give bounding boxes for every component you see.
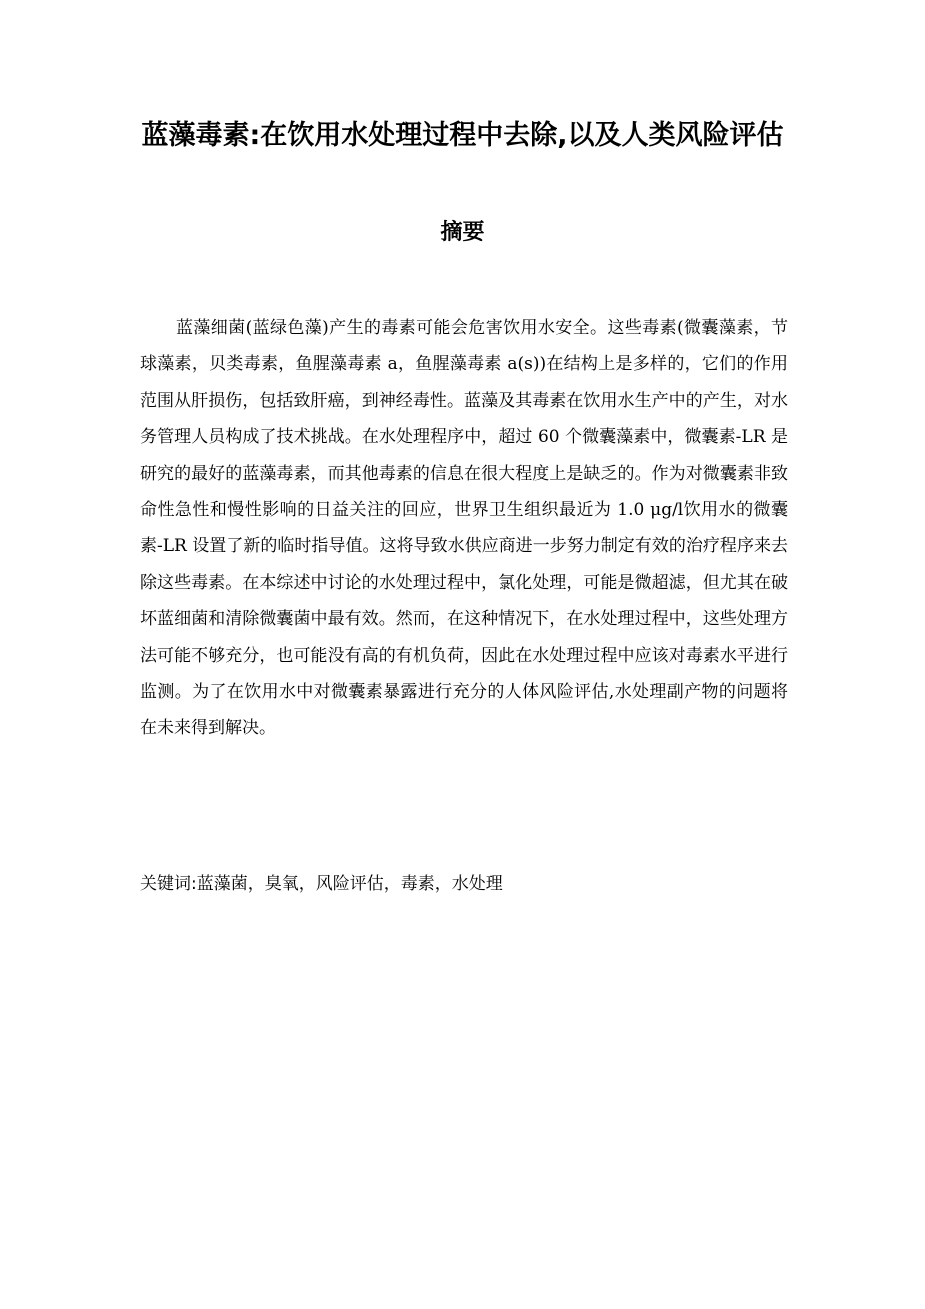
keywords-line <box>140 870 788 898</box>
abstract-heading: 摘要 <box>440 220 485 245</box>
document-title: 蓝藻毒素:在饮用水处理过程中去除,以及人类风险评估 <box>141 120 784 151</box>
keywords-label: 关键词: <box>140 874 197 894</box>
keywords-value: 蓝藻菌，臭氧，风险评估，毒素，水处理 <box>196 874 503 894</box>
abstract-paragraph: 蓝藻细菌(蓝绿色藻)产生的毒素可能会危害饮用水安全。这些毒素(微囊藻素，节球藻素，贝类毒素，鱼腥藻毒素 a，鱼腥藻毒素 a(s))在结构上是多样的，它们的作用范围从肝损伤，包括致肝癌，到神经毒性。蓝藻及其毒素在饮用水生产中的产生，对水务管理人员构成了技术挑战。在水处理程序中，超过 60 个微囊藻素中，微囊素-LR 是研究的最好的蓝藻毒素，而其他毒素的信息在很大程度上是缺乏的。作为对微囊素非致命性急性和慢性影响的日益关注的回应，世界卫生组织最近为 1.0 μg/l饮用水的微囊素-LR 设置了新的临时指导值。这将导致水供应商进一步努力制定有效的治疗程序来去除这些毒素。在本综述中讨论的水处理过程中，氯化处理，可能是微超滤，但尤其在破坏蓝细菌和清除微囊菌中最有效。然而，在这种情况下，在水处理过程中，这些处理方法可能不够充分，也可能没有高的有机负荷，因此在水处理过程中应该对毒素水平进行监测。为了在饮用水中对微囊素暴露进行充分的人体风险评估,水处理副产物的问题将在未来得到解决。 <box>140 318 788 739</box>
